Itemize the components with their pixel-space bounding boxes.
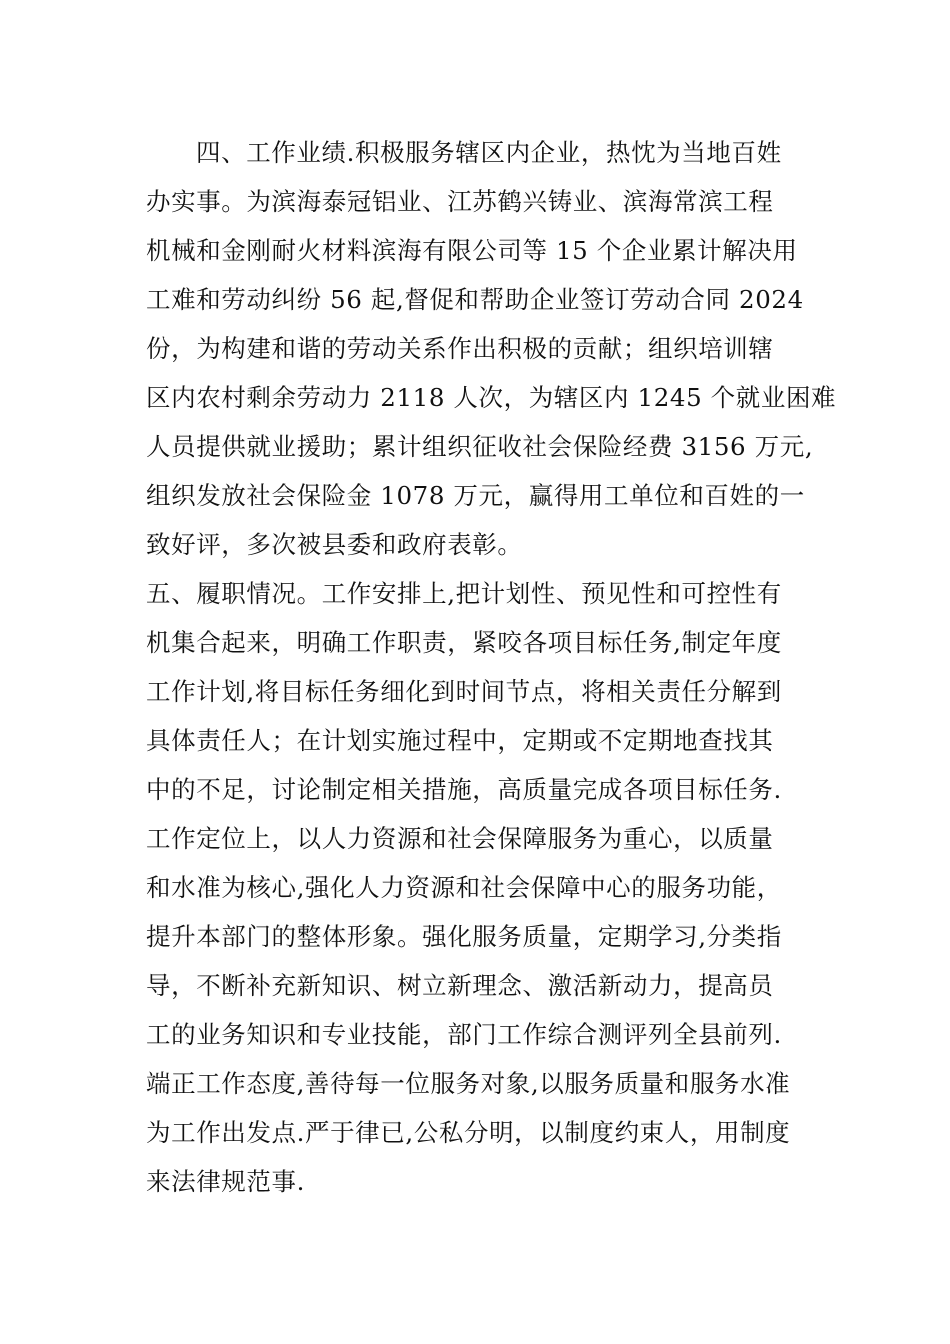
text-line: 机集合起来，明确工作职责，紧咬各项目标任务,制定年度 <box>146 628 782 657</box>
text-line: 提升本部门的整体形象。强化服务质量，定期学习,分类指 <box>146 922 782 951</box>
paragraph-achievements <box>146 128 837 569</box>
text-line: 组织发放社会保险金 1078 万元，赢得用工单位和百姓的一 <box>146 481 805 510</box>
text-line: 中的不足，讨论制定相关措施，高质量完成各项目标任务. <box>146 775 782 804</box>
text-line: 办实事。为滨海泰冠铝业、江苏鹤兴铸业、滨海常滨工程 <box>146 187 774 216</box>
text-line: 区内农村剩余劳动力 2118 人次，为辖区内 1245 个就业困难 <box>146 383 837 412</box>
text-line: 四、工作业绩.积极服务辖区内企业，热忱为当地百姓 <box>196 138 782 167</box>
text-line: 工作定位上，以人力资源和社会保障服务为重心，以质量 <box>146 824 774 853</box>
text-line: 来法律规范事. <box>146 1167 305 1196</box>
document-body <box>146 128 837 1206</box>
text-line: 为工作出发点.严于律已,公私分明，以制度约束人，用制度 <box>146 1118 791 1147</box>
text-line: 机械和金刚耐火材料滨海有限公司等 15 个企业累计解决用 <box>146 236 798 265</box>
text-line: 五、履职情况。工作安排上,把计划性、预见性和可控性有 <box>146 579 782 608</box>
text-line: 致好评，多次被县委和政府表彰。 <box>146 530 523 559</box>
text-line: 人员提供就业援助；累计组织征收社会保险经费 3156 万元, <box>146 432 814 461</box>
text-line: 具体责任人；在计划实施过程中，定期或不定期地查找其 <box>146 726 774 755</box>
text-line: 工的业务知识和专业技能，部门工作综合测评列全县前列. <box>146 1020 782 1049</box>
paragraph-duty-performance <box>146 569 808 1206</box>
text-line: 工作计划,将目标任务细化到时间节点，将相关责任分解到 <box>146 677 782 706</box>
text-line: 工难和劳动纠纷 56 起,督促和帮助企业签订劳动合同 2024 <box>146 285 804 314</box>
text-line: 导，不断补充新知识、树立新理念、激活新动力，提高员 <box>146 971 774 1000</box>
text-line: 端正工作态度,善待每一位服务对象,以服务质量和服务水准 <box>146 1069 791 1098</box>
text-line: 份，为构建和谐的劳动关系作出积极的贡献；组织培训辖 <box>146 334 774 363</box>
text-line: 和水准为核心,强化人力资源和社会保障中心的服务功能， <box>146 873 782 902</box>
